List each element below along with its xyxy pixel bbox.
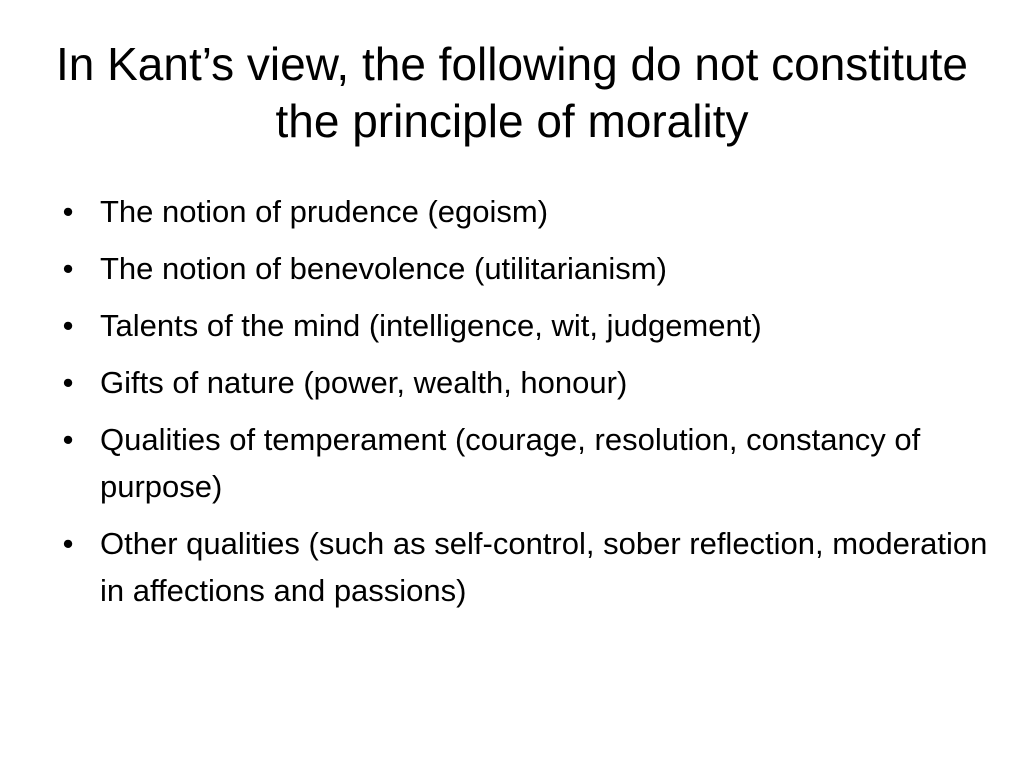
bullet-icon: • <box>62 526 74 561</box>
bullet-list <box>58 188 988 624</box>
bullet-icon: • <box>62 308 74 343</box>
bullet-text: Other qualities (such as self-control, sober reflection, moderation in affections and passions) <box>100 526 988 608</box>
bullet-item <box>58 245 988 292</box>
bullet-text: Gifts of nature (power, wealth, honour) <box>100 365 628 400</box>
bullet-icon: • <box>62 194 74 229</box>
bullet-text: Qualities of temperament (courage, resolution, constancy of purpose) <box>100 422 921 504</box>
bullet-item <box>58 416 988 510</box>
bullet-text: The notion of prudence (egoism) <box>100 194 549 229</box>
bullet-icon: • <box>62 251 74 286</box>
bullet-text: Talents of the mind (intelligence, wit, judgement) <box>100 308 762 343</box>
bullet-icon: • <box>62 365 74 400</box>
bullet-item <box>58 359 988 406</box>
bullet-item <box>58 520 988 614</box>
bullet-text: The notion of benevolence (utilitarianism) <box>100 251 667 286</box>
bullet-item <box>58 188 988 235</box>
bullet-item <box>58 302 988 349</box>
slide-title: In Kant’s view, the following do not constitute the principle of morality <box>55 38 969 147</box>
bullet-icon: • <box>62 422 74 457</box>
